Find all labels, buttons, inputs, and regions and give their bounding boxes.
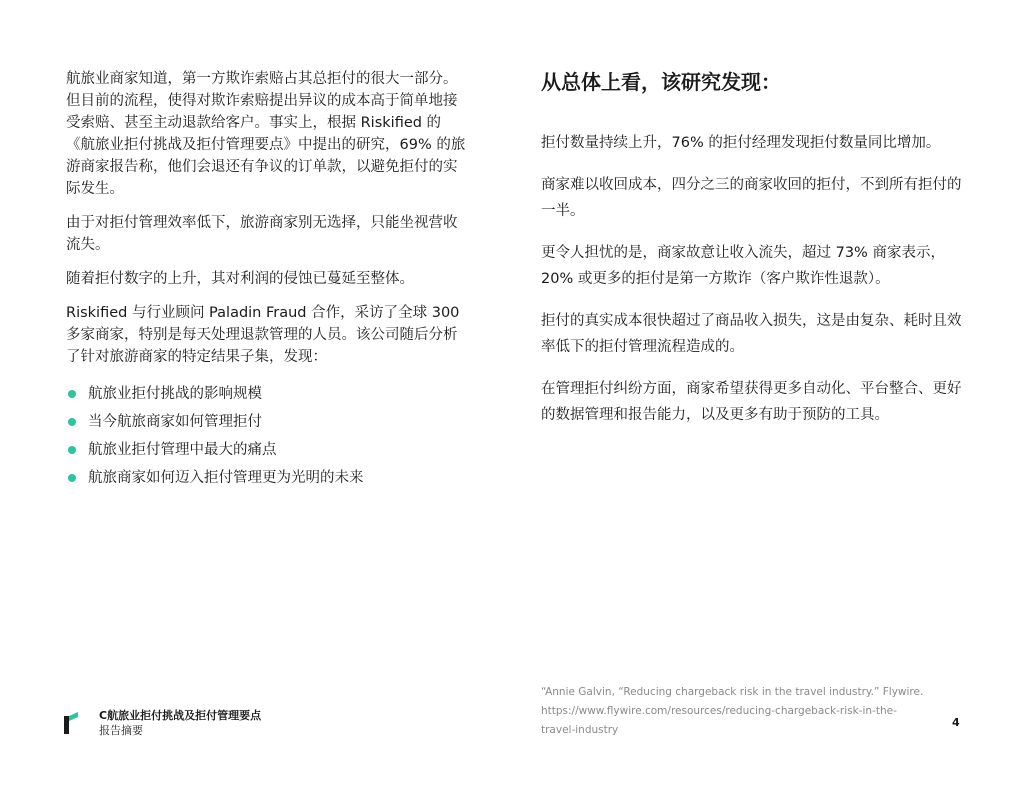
page-number: 4 xyxy=(952,716,960,729)
findings-list xyxy=(66,380,466,492)
footer-title: C航旅业拒付挑战及拒付管理要点 xyxy=(99,709,262,722)
bullet-dot-icon xyxy=(68,418,76,426)
list-item: 航旅商家如何迈入拒付管理更为光明的未来 xyxy=(66,464,466,492)
section-heading: 从总体上看，该研究发现： xyxy=(541,70,781,94)
finding-paragraph: 拒付数量持续上升，76% 的拒付经理发现拒付数量同比增加。 xyxy=(541,135,941,151)
list-item: 当今航旅商家如何管理拒付 xyxy=(66,408,466,436)
revenue-loss-paragraph: 由于对拒付管理效率低下，旅游商家别无选择，只能坐视营收流失。 xyxy=(66,215,458,253)
bullet-dot-icon xyxy=(68,390,76,398)
footer-subtitle: 报告摘要 xyxy=(99,724,143,737)
research-paragraph: Riskified 与行业顾问 Paladin Fraud 合作，采访了全球 300 多家商家，特别是每天处理退款管理的人员。该公司随后分析了针对旅游商家的特定结果子集，发现： xyxy=(66,305,460,365)
left-column xyxy=(66,68,466,492)
list-item: 航旅业拒付挑战的影响规模 xyxy=(66,380,466,408)
right-column xyxy=(541,68,971,444)
list-item: 航旅业拒付管理中最大的痛点 xyxy=(66,436,466,464)
finding-paragraph: 在管理拒付纠纷方面，商家希望获得更多自动化、平台整合、更好的数据管理和报告能力，以及更多有助于预防的工具。 xyxy=(541,381,962,423)
bullet-dot-icon xyxy=(68,446,76,454)
citation-footnote: “Annie Galvin, “Reducing chargeback risk in the travel industry.” Flywire. https://www.flywire.com/resources/reducing-chargeback-risk-in-the-travel-industry xyxy=(541,686,924,736)
finding-paragraph: 拒付的真实成本很快超过了商品收入损失，这是由复杂、耗时且效率低下的拒付管理流程造成的。 xyxy=(541,313,962,355)
riskified-logo-icon xyxy=(64,712,78,734)
profit-erosion-paragraph: 随着拒付数字的上升，其对利润的侵蚀已蔓延至整体。 xyxy=(66,271,414,287)
intro-paragraph: 航旅业商家知道，第一方欺诈索赔占其总拒付的很大一部分。但目前的流程，使得对欺诈索赔提出异议的成本高于简单地接受索赔、甚至主动退款给客户。事实上，根据 Riskified 的《航旅业拒付挑战及拒付管理要点》中提出的研究，69% 的旅游商家报告称，他们会退还有争议的订单款，以避免拒付的实际发生。 xyxy=(66,71,466,197)
finding-paragraph: 商家难以收回成本，四分之三的商家收回的拒付，不到所有拒付的一半。 xyxy=(541,177,962,219)
bullet-dot-icon xyxy=(68,474,76,482)
finding-paragraph: 更令人担忧的是，商家故意让收入流失，超过 73% 商家表示，20% 或更多的拒付是第一方欺诈（客户欺诈性退款）。 xyxy=(541,245,945,287)
